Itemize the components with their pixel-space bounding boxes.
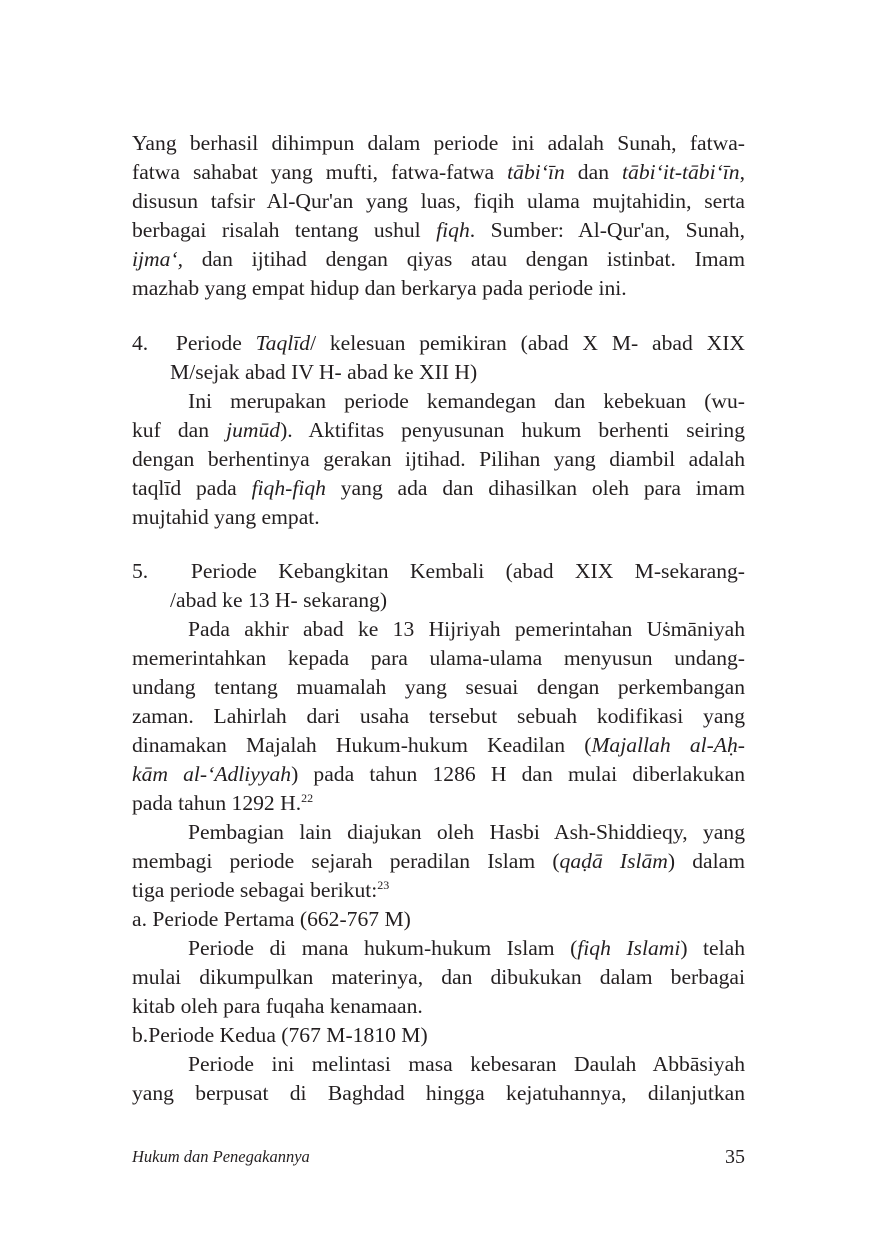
text-line: tiga periode sebagai berikut:$^{23}$ (132, 877, 390, 902)
text-line: fatwa sahabat yang mufti, fatwa-fatwa tābi‘īn dan tābi‘it-tābi‘īn, (132, 160, 745, 184)
text-line: mulai dikumpulkan materinya, dan dibukukan dalam berbagai (132, 965, 745, 989)
text-line: Pada akhir abad ke 13 Hijriyah pemerintahan Uṡmāniyah (188, 617, 745, 641)
page-number: 35 (725, 1146, 745, 1168)
text-line: memerintahkan kepada para ulama-ulama menyusun undang- (132, 646, 745, 670)
text-line: dinamakan Majalah Hukum-hukum Keadilan (Majallah al-Aḥ- (132, 733, 745, 757)
text-line: pada tahun 1292 H.$^{22}$ (132, 790, 314, 815)
text-line: undang tentang muamalah yang sesuai dengan perkembangan (132, 675, 745, 699)
text-line: disusun tafsir Al-Qur'an yang luas, fiqih ulama mujtahidin, serta (132, 189, 745, 213)
running-title: Hukum dan Penegakannya (132, 1147, 310, 1166)
text-line: Yang berhasil dihimpun dalam periode ini adalah Sunah, fatwa- (132, 131, 745, 155)
text-line: membagi periode sejarah peradilan Islam (qaḍā Islām) dalam (132, 849, 746, 873)
text-line: berbagai risalah tentang ushul fiqh. Sumber: Al-Qur'an, Sunah, (132, 218, 746, 242)
text-line: mujtahid yang empat. (132, 505, 320, 529)
text-line: kuf dan jumūd). Aktifitas penyusunan hukum berhenti seiring (132, 418, 745, 442)
text-line: 5. Periode Kebangkitan Kembali (abad XIX M-sekarang- (132, 559, 745, 583)
text-line: Ini merupakan periode kemandegan dan kebekuan (wu- (188, 389, 745, 413)
text-line: /abad ke 13 H- sekarang) (170, 588, 388, 612)
text-line: Periode di mana hukum-hukum Islam (fiqh Islami) telah (188, 936, 745, 960)
text-line: taqlīd pada fiqh-fiqh yang ada dan dihasilkan oleh para imam (132, 476, 745, 500)
text-line: M/sejak abad IV H- abad ke XII H) (170, 360, 478, 384)
text-line: zaman. Lahirlah dari usaha tersebut sebuah kodifikasi yang (132, 704, 745, 728)
text-line: ijma‘, dan ijtihad dengan qiyas atau dengan istinbat. Imam (132, 247, 745, 271)
text-line: 4. Periode Taqlīd/ kelesuan pemikiran (abad X M- abad XIX (132, 331, 745, 355)
text-line: Pembagian lain diajukan oleh Hasbi Ash-Shiddieqy, yang (188, 820, 745, 844)
text-line: kām al-‘Adliyyah) pada tahun 1286 H dan mulai diberlakukan (132, 762, 746, 786)
text-line: a. Periode Pertama (662-767 M) (132, 907, 411, 931)
text-line: yang berpusat di Baghdad hingga kejatuhannya, dilanjutkan (132, 1081, 745, 1105)
text-line: Periode ini melintasi masa kebesaran Daulah Abbāsiyah (188, 1052, 745, 1076)
text-line: b.Periode Kedua (767 M-1810 M) (132, 1023, 428, 1047)
text-line: mazhab yang empat hidup dan berkarya pada periode ini. (132, 276, 627, 300)
text-line: kitab oleh para fuqaha kenamaan. (132, 994, 423, 1018)
text-line: dengan berhentinya gerakan ijtihad. Pilihan yang diambil adalah (132, 447, 745, 471)
